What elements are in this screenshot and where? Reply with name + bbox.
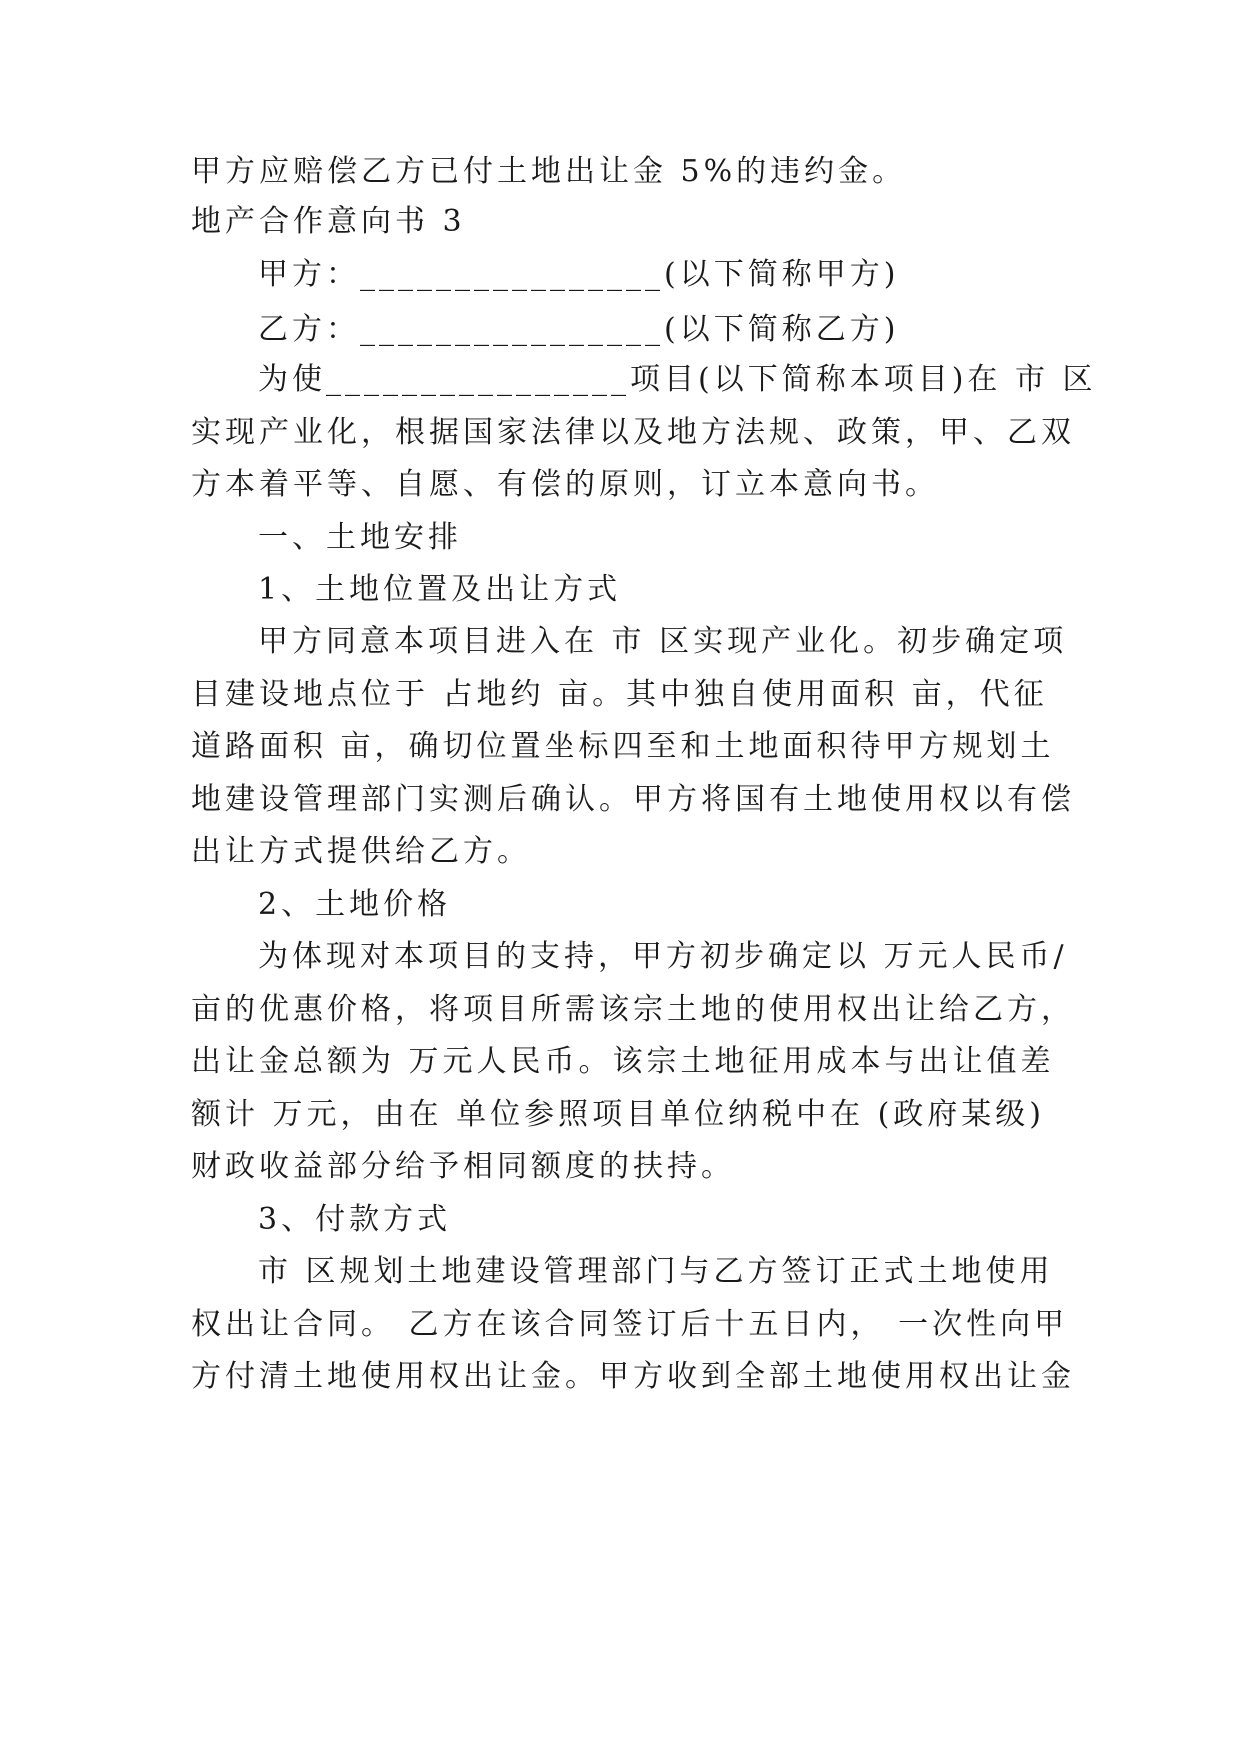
section-heading: 3、付款方式 (258, 1202, 452, 1237)
section-heading: 一、土地安排 (258, 520, 462, 555)
text-line: 地建设管理部门实测后确认。甲方将国有土地使用权以有偿 (191, 782, 1075, 817)
text-line: 为体现对本项目的支持，甲方初步确定以 万元人民币/ (258, 939, 1068, 974)
text-line: 为使________________项目(以下简称本项目)在 市 区 (258, 362, 1097, 397)
text-line: 出让金总额为 万元人民币。该宗土地征用成本与出让值差 (191, 1044, 1055, 1079)
text-line: 亩的优惠价格，将项目所需该宗土地的使用权出让给乙方， (191, 992, 1075, 1027)
text-line: 市 区规划土地建设管理部门与乙方签订正式土地使用 (258, 1254, 1054, 1289)
text-line: 权出让合同。 乙方在该合同签订后十五日内， 一次性向甲 (191, 1307, 1069, 1342)
text-line: 甲方同意本项目进入在 市 区实现产业化。初步确定项 (258, 624, 1068, 659)
text-line: 道路面积 亩，确切位置坐标四至和土地面积待甲方规划土 (191, 729, 1055, 764)
text-line: 目建设地点位于 占地约 亩。其中独自使用面积 亩，代征 (191, 677, 1048, 712)
text-line: 财政收益部分给予相同额度的扶持。 (191, 1149, 735, 1184)
text-line: 额计 万元，由在 单位参照项目单位纳税中在 (政府某级) (191, 1097, 1046, 1132)
text-line: 方本着平等、自愿、有偿的原则，订立本意向书。 (191, 467, 939, 502)
text-line: 甲方：________________(以下简称甲方) (258, 257, 900, 292)
section-heading: 地产合作意向书 3 (191, 204, 466, 239)
section-heading: 2、土地价格 (258, 887, 452, 922)
text-line: 实现产业化，根据国家法律以及地方法规、政策，甲、乙双 (191, 415, 1075, 450)
text-line: 方付清土地使用权出让金。甲方收到全部土地使用权出让金 (191, 1359, 1075, 1394)
text-line: 乙方：________________(以下简称乙方) (258, 312, 900, 347)
text-line: 甲方应赔偿乙方已付土地出让金 5%的违约金。 (191, 154, 907, 189)
text-line: 出让方式提供给乙方。 (191, 834, 531, 869)
section-heading: 1、土地位置及出让方式 (258, 572, 622, 607)
